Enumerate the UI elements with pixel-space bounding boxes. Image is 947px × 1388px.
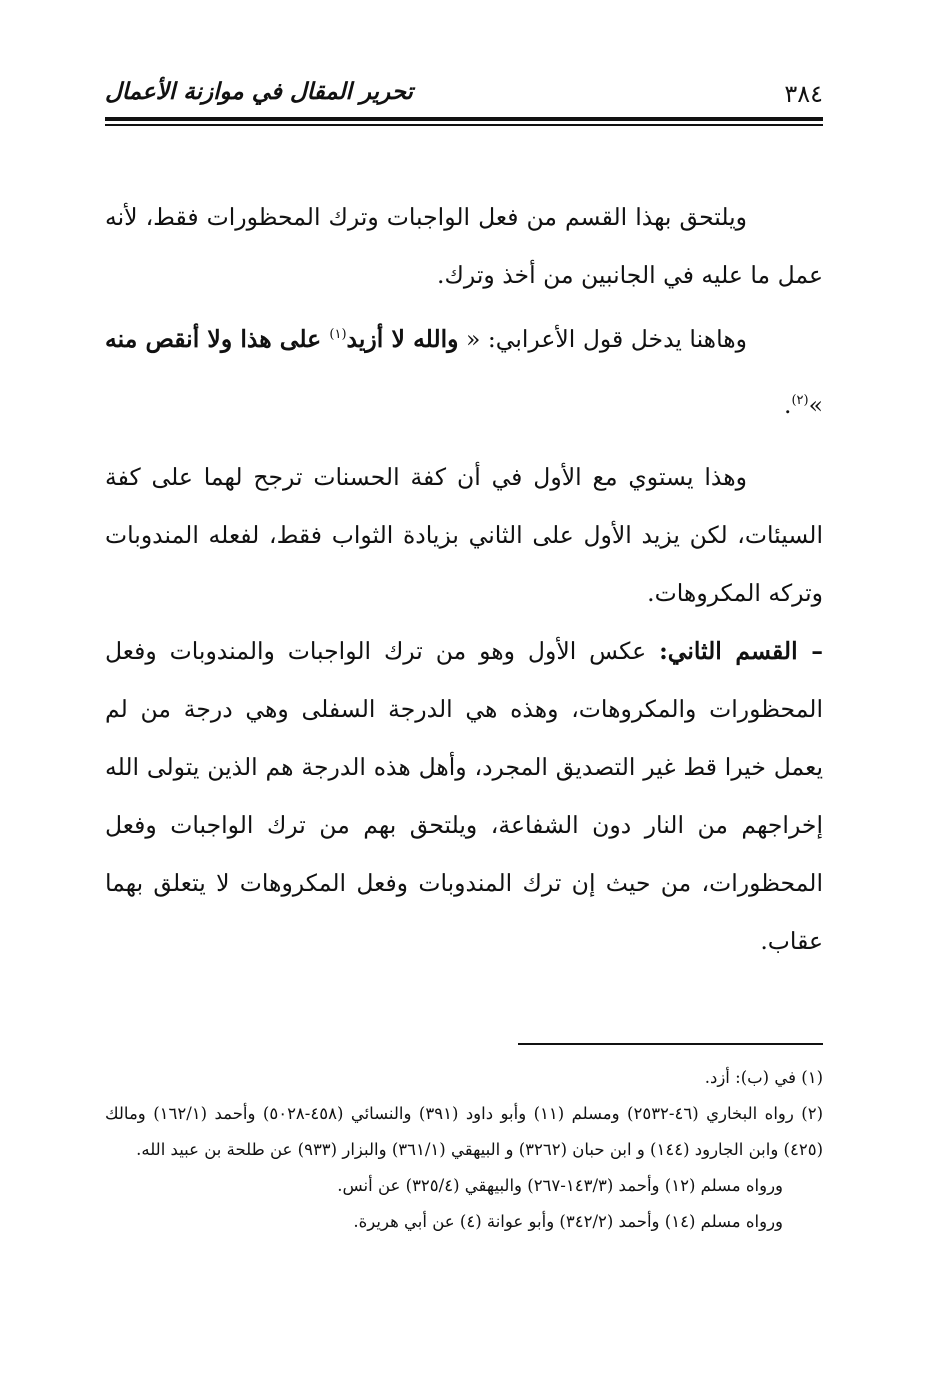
book-title: تحرير المقال في موازنة الأعمال — [105, 78, 413, 105]
footnote-ref-2: (٢) — [791, 393, 809, 409]
footnote-1: (١) في (ب): أزد. — [704, 1068, 823, 1087]
paragraph-4-text: عكس الأول وهو من ترك الواجبات والمندوبات وفعل المحظورات والمكروهات، وهذه هي الدرجة السفلى وهي درجة من لم يعمل خيرا قط غير التصديق المجرد، وأهل هذه الدرجة هم الذين يتولى الله إخراجهم من النار دون الشفاعة، ويلتحق بهم من ترك الواجبات وفعل المحظورات، من حيث إن ترك المندوبات وفعل المكروهات لا يتعلق بهما عقاب. — [105, 637, 823, 955]
footnote-2: (٢) رواه البخاري (٤٦-٢٥٣٢) ومسلم (١١) وأبو داود (٣٩١) والنسائي (٤٥٨-٥٠٢٨) وأحمد (١٦٢/١) ومالك (٤٢٥) وابن الجارود (١٤٤) و ابن حبان (٣٢٦٢) و البيهقي (٣٦١/١) والبزار (٩٣٣) عن طلحة بن عبيد الله. — [105, 1104, 824, 1159]
paragraph-2-intro: وهاهنا يدخل قول الأعرابي: « — [465, 325, 747, 353]
hadith-quote-b: على هذا ولا أنقص منه — [105, 325, 330, 353]
header-rule-thick — [105, 117, 823, 121]
header-rule-thin — [105, 124, 823, 126]
paragraph-2 — [105, 304, 823, 438]
page-header — [105, 78, 823, 114]
paragraph-4 — [105, 622, 823, 970]
paragraph-1: ويلتحق بهذا القسم من فعل الواجبات وترك المحظورات فقط، لأنه عمل ما عليه في الجانبين من أخذ وترك. — [105, 203, 823, 289]
footnote-2-cont-b: ورواه مسلم (١٤) وأحمد (٣٤٢/٢) وأبو عوانة (٤) عن أبي هريرة. — [353, 1212, 783, 1231]
paragraph-gap — [105, 438, 823, 448]
page-number: ٣٨٤ — [784, 80, 823, 108]
footnote-ref-1: (١) — [329, 327, 347, 343]
footnote-separator — [518, 1043, 823, 1045]
footnote-2-cont-a: ورواه مسلم (١٢) وأحمد (١٤٣/٣-٢٦٧) والبيهقي (٣٢٥/٤) عن أنس. — [337, 1176, 783, 1195]
quote-close: » — [808, 391, 823, 419]
hadith-quote-a: والله لا أزيد — [346, 325, 459, 353]
paragraph-2-end: . — [783, 391, 792, 419]
footnotes — [105, 1060, 823, 1240]
main-text — [105, 188, 823, 970]
paragraph-3: وهذا يستوي مع الأول في أن كفة الحسنات ترجح لهما على كفة السيئات، لكن يزيد الأول على الثاني بزيادة الثواب فقط، لفعله المندوبات وتركه المكروهات. — [105, 463, 823, 607]
section-label: – القسم الثاني: — [659, 637, 823, 665]
